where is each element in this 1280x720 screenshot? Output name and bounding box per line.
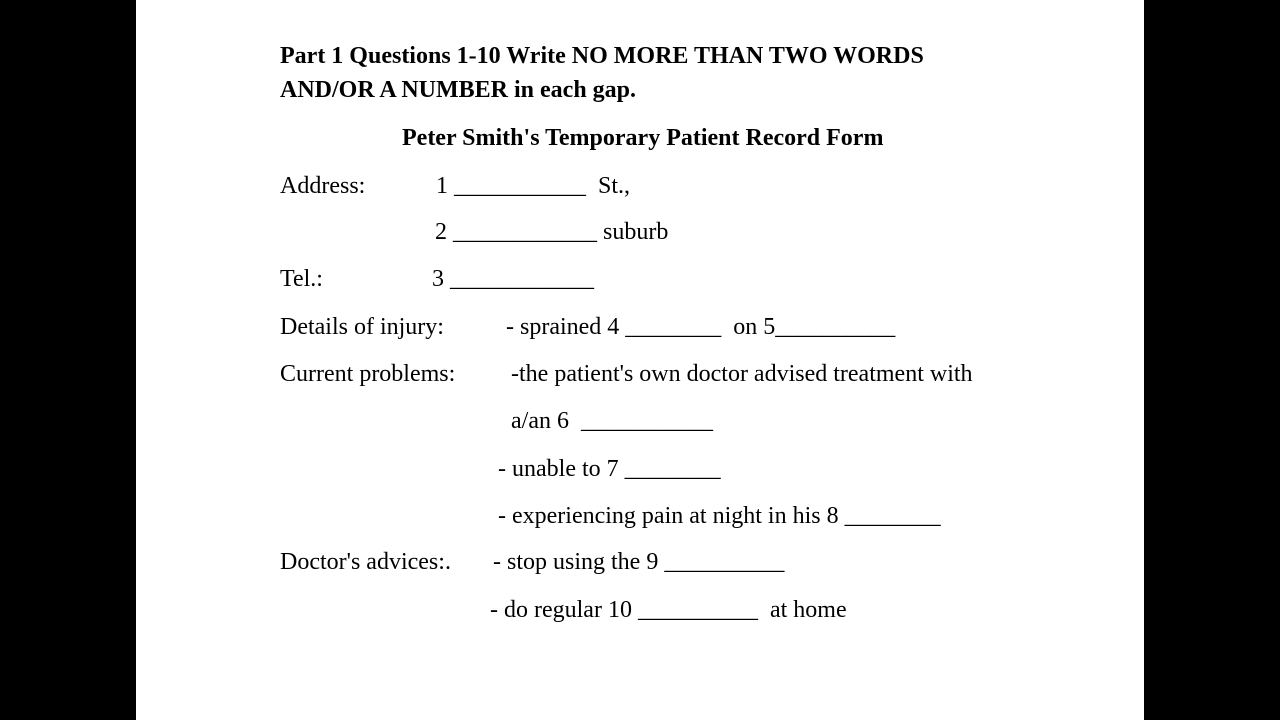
problems-gap-7: - unable to 7 ________ <box>498 456 721 482</box>
address-gap-2: 2 ____________ suburb <box>435 219 669 245</box>
form-title: Peter Smith's Temporary Patient Record Form <box>402 125 884 151</box>
problems-gap-8: - experiencing pain at night in his 8 ________ <box>498 503 941 529</box>
problems-gap-6: a/an 6 ___________ <box>511 408 713 434</box>
injury-gaps-4-5: - sprained 4 ________ on 5__________ <box>506 314 896 340</box>
injury-label: Details of injury: <box>280 314 444 340</box>
tel-gap-3: 3 ____________ <box>432 266 594 292</box>
tel-label: Tel.: <box>280 266 323 292</box>
advice-gap-9: - stop using the 9 __________ <box>493 549 785 575</box>
problems-label: Current problems: <box>280 361 456 387</box>
instructions-line-1: Part 1 Questions 1-10 Write NO MORE THAN TWO WORDS <box>280 43 924 69</box>
instructions-line-2: AND/OR A NUMBER in each gap. <box>280 77 637 103</box>
address-gap-1: 1 ___________ St., <box>436 173 631 199</box>
advice-label: Doctor's advices:. <box>280 549 451 575</box>
advice-gap-10: - do regular 10 __________ at home <box>490 597 847 623</box>
document-page <box>136 0 1144 720</box>
address-label: Address: <box>280 173 366 199</box>
problems-line-1: -the patient's own doctor advised treatment with <box>511 361 973 387</box>
